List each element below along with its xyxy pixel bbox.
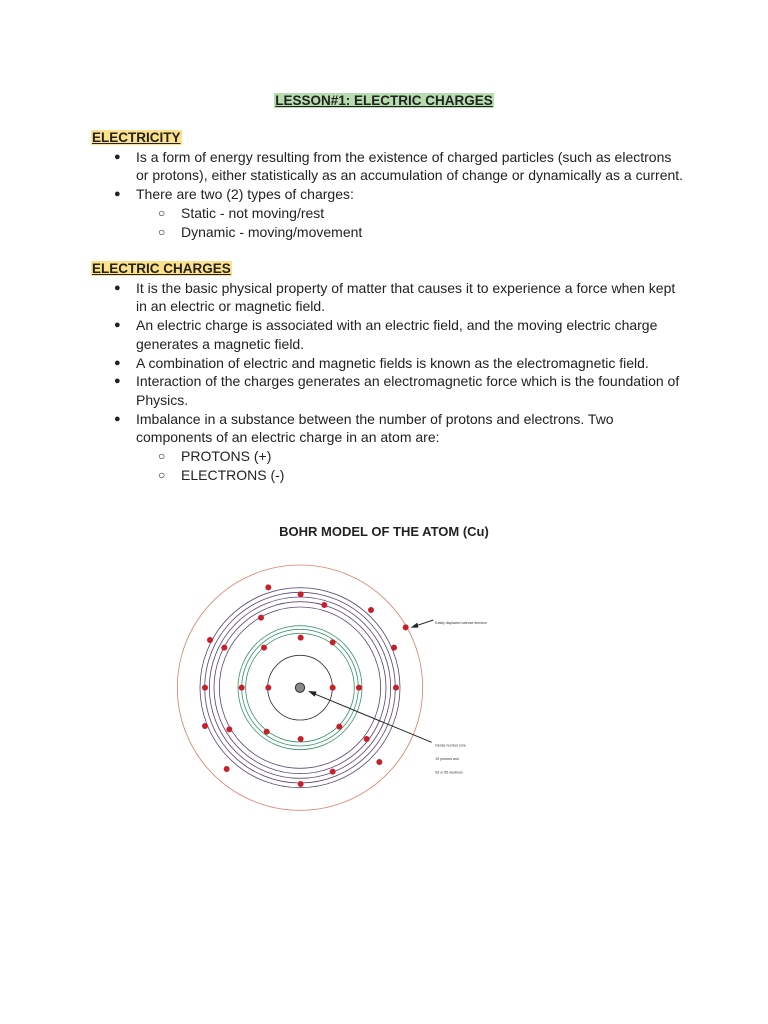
bullet-icon: ● [114, 150, 121, 163]
electron [221, 645, 227, 651]
electron [364, 736, 370, 742]
electron [391, 645, 397, 651]
core-label-3: 63 or 65 neutrons [435, 770, 463, 775]
section-heading: ELECTRICITY [92, 130, 181, 145]
bullet-icon: ● [114, 412, 121, 425]
figure-title: BOHR MODEL OF THE ATOM (Cu) [279, 524, 489, 539]
electron [330, 769, 336, 775]
electron [226, 726, 232, 732]
sub-bullet-icon: ○ [158, 224, 166, 239]
sub-bullet-icon: ○ [158, 467, 166, 482]
sub-list-item: ○ Static - not moving/rest [158, 204, 325, 221]
electron [368, 607, 374, 613]
electron [298, 591, 304, 597]
section-electric-charges [91, 260, 691, 484]
electron [265, 685, 271, 691]
list-item [91, 316, 691, 353]
list-item-text: generates a magnetic field. [136, 335, 305, 352]
electron [298, 635, 304, 641]
electron [336, 724, 342, 730]
list-item [91, 279, 691, 316]
electron [207, 637, 213, 643]
electron [224, 766, 230, 772]
electron [330, 685, 336, 691]
sub-bullet-icon: ○ [158, 449, 166, 464]
core-label-2: 29 protons and [435, 757, 459, 761]
electron [330, 639, 336, 645]
electron [258, 615, 264, 621]
bohr-model-diagram [170, 550, 600, 820]
sub-bullet-icon: ○ [158, 205, 166, 220]
section-electricity [91, 129, 691, 241]
electron [265, 584, 271, 590]
list-item [91, 148, 691, 185]
list-item-text: or protons), either statistically as an accumulation of change or dynamically as a current. [136, 167, 684, 184]
bullet-icon: ● [114, 281, 121, 294]
electron [264, 729, 270, 735]
electron [202, 723, 208, 729]
nucleus [295, 683, 304, 692]
list-item-text: It is the basic physical property of matter that causes it to experience a force when kept [136, 279, 676, 296]
sub-list-item: ○ PROTONS (+) [158, 448, 272, 465]
list-item [91, 354, 691, 373]
list-item-text: Is a form of energy resulting from the existence of charged particles (such as electrons [136, 148, 672, 165]
list-item-text: There are two (2) types of charges: [136, 186, 354, 203]
page-title: LESSON#1: ELECTRIC CHARGES [275, 93, 493, 108]
bullet-icon: ● [114, 356, 121, 369]
list-item-text: An electric charge is associated with an electric field, and the moving electric charge [136, 317, 658, 334]
electron [356, 685, 362, 691]
core-label-1: Dense nuclear core. [435, 743, 467, 748]
bullet-icon: ● [114, 188, 121, 201]
arrow-head [308, 691, 317, 697]
list-item-text: A combination of electric and magnetic fields is known as the electromagnetic field. [136, 354, 649, 371]
list-item-text: Imbalance in a substance between the number of protons and electrons. Two [136, 410, 614, 427]
sub-list-item: ○ ELECTRONS (-) [158, 466, 285, 483]
electron [261, 645, 267, 651]
electron [393, 685, 399, 691]
sub-list-item: ○ Dynamic - moving/movement [158, 223, 363, 240]
section-heading: ELECTRIC CHARGES [92, 261, 231, 276]
list-item [91, 372, 691, 409]
list-item [91, 185, 691, 204]
bullet-icon: ● [114, 375, 121, 388]
electron [376, 759, 382, 765]
bullet-icon: ● [114, 319, 121, 332]
electron [298, 736, 304, 742]
electron [298, 781, 304, 787]
electron [321, 602, 327, 608]
list-item-text: components of an electric charge in an atom are: [136, 429, 440, 446]
list-item-text: Physics. [136, 391, 189, 408]
electron [239, 685, 245, 691]
electron [403, 624, 409, 630]
electron [202, 685, 208, 691]
list-item-text: Interaction of the charges generates an electromagnetic force which is the foundation of [136, 373, 680, 390]
list-item-text: in an electric or magnetic field. [136, 298, 326, 315]
arrow-head [411, 623, 419, 628]
list-item [91, 410, 691, 447]
valence-label: Easily displaced valence electron [435, 621, 487, 625]
